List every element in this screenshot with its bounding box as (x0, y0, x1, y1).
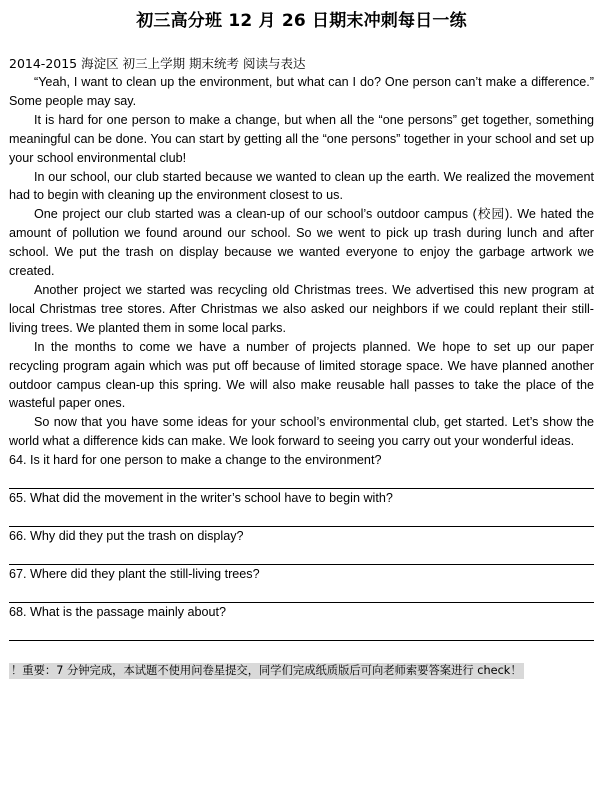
answer-line-68[interactable] (9, 621, 594, 641)
answer-line-66[interactable] (9, 545, 594, 565)
source-line: 2014-2015 海淀区 初三上学期 期末统考 阅读与表达 (9, 56, 306, 71)
paragraph: In our school, our club started because we wanted to clean up the earth. We realized the movement had to begin with cleaning up the environment closest to us. (9, 169, 594, 203)
page-title: 初三高分班 12 月 26 日期末冲刺每日一练 (136, 11, 467, 31)
question-64: 64. Is it hard for one person to make a change to the environment? (9, 453, 382, 468)
answer-line-64[interactable] (9, 469, 594, 489)
paragraph: In the months to come we have a number of projects planned. We hope to set up our paper recycling program again which was put off because of limited storage space. We have planned another outdoor campus clean-up this spring. We will also make reusable hall passes to take the place of the wasteful paper ones. (9, 339, 594, 411)
paragraph: “Yeah, I want to clean up the environment, but what can I do? One person can’t make a difference.” Some people may say. (9, 75, 594, 108)
paragraph: Another project we started was recycling old Christmas trees. We advertised this new program at local Christmas tree stores. After Christmas we also asked our neighbors if we could replant their still-living trees. We planted them in some local parks. (9, 282, 594, 335)
important-note: ！重要：7 分钟完成，本试题不使用问卷星提交，同学们完成纸质版后可向老师索要答案进行 check！ (11, 664, 522, 678)
question-66: 66. Why did they put the trash on display? (9, 529, 244, 544)
paragraph: One project our club started was a clean-up of our school’s outdoor campus (校园). We hated the amount of pollution we found around our school. So we went to pick up trash during lunch and after school. We put the trash on display because we wanted everyone to enjoy the garbage artwork we created. (9, 207, 594, 279)
answer-line-67[interactable] (9, 583, 594, 603)
reading-passage (9, 73, 594, 451)
question-65: 65. What did the movement in the writer’s school have to begin with? (9, 491, 393, 506)
answer-line-65[interactable] (9, 507, 594, 527)
paragraph: It is hard for one person to make a change, but when all the “one persons” get together, something meaningful can be done. You can start by getting all the “one persons” together in your school and set up your school environmental club! (9, 112, 594, 165)
worksheet-page (9, 0, 594, 679)
question-68: 68. What is the passage mainly about? (9, 605, 227, 620)
question-67: 67. Where did they plant the still-living trees? (9, 567, 260, 582)
paragraph: So now that you have some ideas for your school’s environmental club, get started. Let’s show the world what a difference kids can make. We look forward to seeing you carry out your wonderful ideas. (9, 415, 594, 449)
question-list (9, 451, 594, 641)
